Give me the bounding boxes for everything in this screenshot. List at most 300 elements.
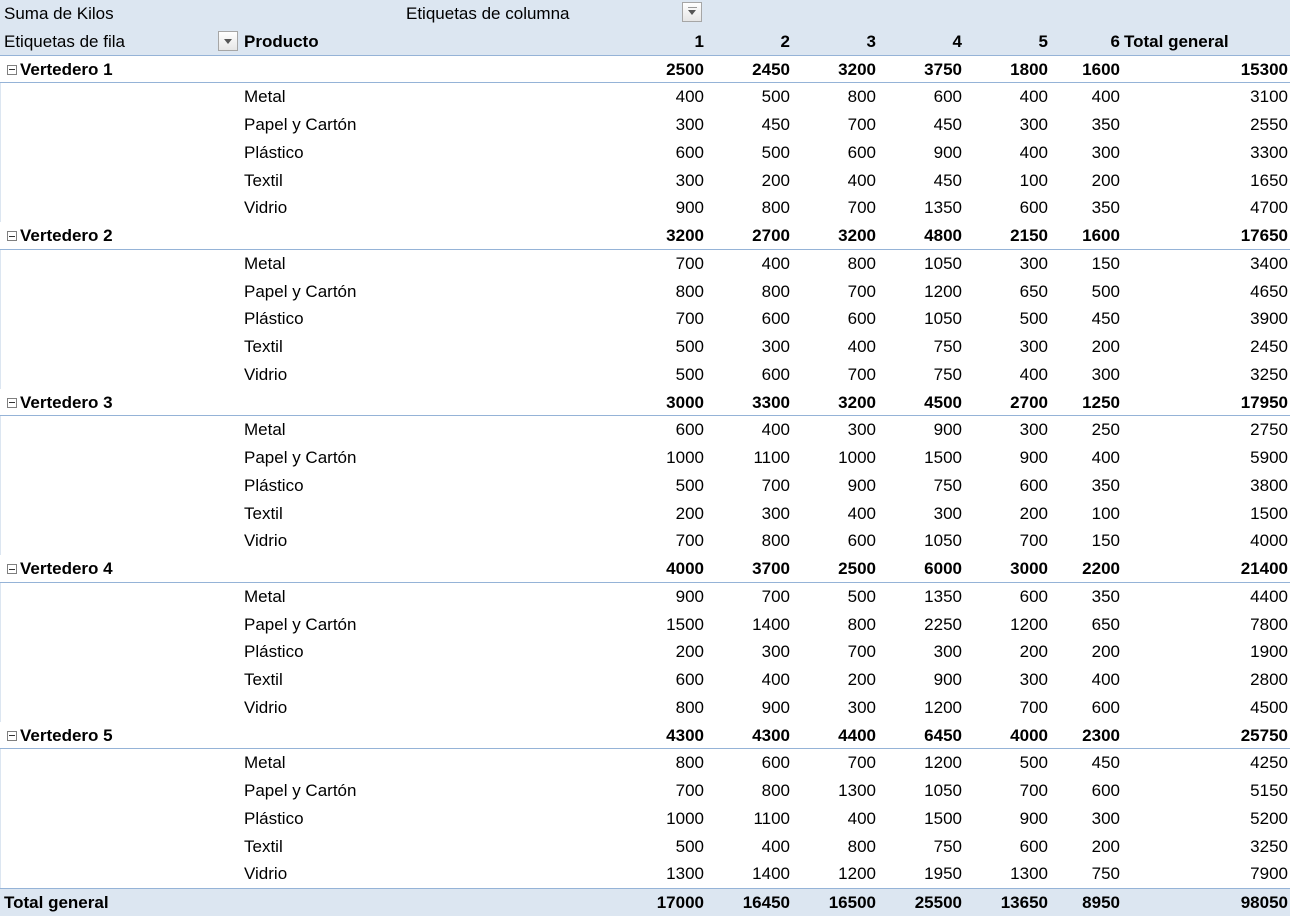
value-cell[interactable]: 400 [1019,87,1048,107]
table-row [0,666,1290,694]
product-cell[interactable]: Plástico [244,309,304,329]
value-cell[interactable]: 450 [933,115,962,134]
value-cell[interactable]: 1050 [924,531,962,551]
collapse-minus-icon[interactable] [7,231,17,241]
product-cell[interactable]: Textil [244,836,283,856]
group-subtotal-cell[interactable]: 2450 [752,59,790,79]
value-cell[interactable]: 300 [1019,670,1048,689]
row-filter-dropdown-icon[interactable] [218,31,238,51]
pivot-header-row-2 [0,28,1290,56]
row-total-cell[interactable]: 3400 [1250,253,1288,273]
value-cell[interactable]: 500 [1019,753,1048,773]
group-subtotal-cell[interactable]: 4800 [924,226,962,245]
value-cell[interactable]: 600 [847,531,876,551]
value-cell[interactable]: 900 [1019,808,1048,828]
value-cell[interactable]: 300 [847,420,876,440]
product-cell[interactable]: Vidrio [244,198,288,218]
row-total-cell[interactable]: 4000 [1250,531,1288,551]
value-cell[interactable]: 800 [847,836,876,856]
value-cell[interactable]: 450 [1091,309,1120,329]
group-subtotal-cell[interactable]: 6450 [924,725,962,745]
row-edge-divider [0,83,1,111]
row-total-cell[interactable]: 4650 [1250,281,1288,301]
grand-total-cell[interactable]: 25500 [914,893,962,912]
value-cell[interactable]: 900 [933,420,962,440]
sum-field-label[interactable]: Suma de Kilos [4,4,114,23]
value-cell[interactable]: 300 [761,642,790,662]
product-cell[interactable]: Plástico [244,808,304,828]
value-cell[interactable]: 450 [933,170,962,190]
grand-total-cell[interactable]: 17000 [656,893,704,912]
value-cell[interactable]: 700 [847,198,876,218]
collapse-minus-icon[interactable] [7,65,17,75]
value-cell[interactable]: 300 [675,170,704,190]
value-cell[interactable]: 650 [1019,281,1048,301]
value-cell[interactable]: 300 [761,503,790,523]
row-total-cell[interactable]: 3250 [1250,836,1288,856]
total-general-header[interactable]: Total general [1124,31,1229,51]
value-cell[interactable]: 300 [1019,420,1048,440]
value-cell[interactable]: 600 [847,142,876,162]
table-row [0,194,1290,222]
value-cell[interactable]: 300 [1019,337,1048,356]
group-label-cell[interactable] [7,555,113,582]
product-cell[interactable]: Metal [244,753,286,773]
value-cell[interactable]: 500 [675,475,704,495]
product-cell[interactable]: Metal [244,253,286,273]
value-cell[interactable]: 200 [847,670,876,689]
value-cell[interactable]: 300 [675,115,704,134]
product-cell[interactable]: Textil [244,670,283,689]
group-total-cell[interactable]: 21400 [1240,559,1288,578]
row-total-cell[interactable]: 2800 [1250,670,1288,689]
product-cell[interactable]: Vidrio [244,531,288,551]
value-cell[interactable]: 900 [1019,448,1048,467]
table-row [0,638,1290,666]
group-total-cell[interactable]: 17650 [1240,226,1288,245]
table-row [0,749,1290,777]
group-subtotal-cell[interactable]: 1600 [1082,226,1120,245]
value-cell[interactable]: 600 [1019,475,1048,495]
value-cell[interactable]: 200 [1091,337,1120,356]
group-subtotal-cell[interactable]: 4500 [924,392,962,412]
row-total-cell[interactable]: 5150 [1250,781,1288,800]
group-subtotal-cell[interactable]: 3000 [1010,559,1048,578]
value-cell[interactable]: 400 [1091,670,1120,689]
value-cell[interactable]: 1300 [1010,864,1048,884]
value-cell[interactable]: 1350 [924,198,962,218]
value-cell[interactable]: 1400 [752,614,790,634]
value-cell[interactable]: 600 [847,309,876,329]
column-header[interactable]: 4 [952,31,962,51]
pivot-body [0,56,1290,889]
value-cell[interactable]: 400 [847,337,876,356]
grand-total-cell[interactable]: 16500 [828,893,876,912]
value-cell[interactable]: 700 [847,281,876,301]
group-total-cell[interactable]: 25750 [1240,725,1288,745]
value-cell[interactable]: 800 [847,614,876,634]
row-total-cell[interactable]: 7900 [1250,864,1288,884]
value-cell[interactable]: 1500 [924,808,962,828]
value-cell[interactable]: 600 [1019,198,1048,218]
value-cell[interactable]: 100 [1091,503,1120,523]
value-cell[interactable]: 650 [1091,614,1120,634]
value-cell[interactable]: 500 [761,87,790,107]
row-total-cell[interactable]: 2450 [1250,337,1288,356]
value-cell[interactable]: 400 [847,503,876,523]
column-labels-title[interactable]: Etiquetas de columna [406,4,570,23]
row-total-cell[interactable]: 5200 [1250,808,1288,828]
column-header[interactable]: 2 [780,31,790,51]
value-cell[interactable]: 750 [933,337,962,356]
value-cell[interactable]: 1200 [1010,614,1048,634]
value-cell[interactable]: 1500 [924,448,962,467]
row-total-cell[interactable]: 4700 [1250,198,1288,218]
group-subtotal-cell[interactable]: 2200 [1082,559,1120,578]
group-total-cell[interactable]: 15300 [1240,59,1288,79]
product-cell[interactable]: Papel y Cartón [244,115,357,134]
value-cell[interactable]: 900 [847,475,876,495]
value-cell[interactable]: 800 [761,781,790,800]
product-cell[interactable]: Plástico [244,475,304,495]
value-cell[interactable]: 350 [1091,115,1120,134]
group-subtotal-cell[interactable]: 2500 [666,59,704,79]
row-total-cell[interactable]: 4500 [1250,697,1288,717]
value-cell[interactable]: 200 [761,170,790,190]
value-cell[interactable]: 300 [847,697,876,717]
table-row [0,860,1290,888]
grand-total-cell[interactable]: 16450 [742,893,790,912]
product-cell[interactable]: Vidrio [244,697,288,717]
grand-total-overall[interactable]: 98050 [1240,893,1288,912]
group-subtotal-cell[interactable]: 3300 [752,392,790,412]
product-cell[interactable]: Plástico [244,642,304,662]
value-cell[interactable]: 700 [847,753,876,773]
product-cell[interactable]: Textil [244,337,283,356]
group-subtotal-cell[interactable]: 3200 [838,392,876,412]
value-cell[interactable]: 600 [761,309,790,329]
value-cell[interactable]: 1050 [924,309,962,329]
value-cell[interactable]: 200 [675,642,704,662]
value-cell[interactable]: 750 [933,836,962,856]
value-cell[interactable]: 400 [761,253,790,273]
value-cell[interactable]: 500 [675,337,704,356]
row-edge-divider [0,194,1,222]
value-cell[interactable]: 400 [1019,142,1048,162]
collapse-minus-icon[interactable] [7,731,17,741]
value-cell[interactable]: 300 [933,642,962,662]
value-cell[interactable]: 700 [761,475,790,495]
value-cell[interactable]: 450 [1091,753,1120,773]
table-row [0,777,1290,805]
table-row [0,583,1290,611]
group-subtotal-cell[interactable]: 4300 [752,725,790,745]
table-row [0,444,1290,472]
value-cell[interactable]: 800 [847,253,876,273]
group-label-cell[interactable] [7,389,113,416]
value-cell[interactable]: 700 [675,781,704,800]
row-edge-divider [0,361,1,389]
row-edge-divider [0,666,1,694]
group-subtotal-cell[interactable]: 3200 [838,226,876,245]
row-total-cell[interactable]: 5900 [1250,448,1288,467]
value-cell[interactable]: 400 [847,808,876,828]
product-cell[interactable]: Papel y Cartón [244,781,357,800]
grand-total-cell[interactable]: 13650 [1000,893,1048,912]
value-cell[interactable]: 1400 [752,864,790,884]
product-cell[interactable]: Papel y Cartón [244,448,357,467]
row-edge-divider [0,305,1,333]
value-cell[interactable]: 700 [1019,697,1048,717]
value-cell[interactable]: 150 [1091,253,1120,273]
group-subtotal-cell[interactable]: 4000 [666,559,704,578]
group-subtotal-cell[interactable]: 4300 [666,725,704,745]
product-cell[interactable]: Metal [244,420,286,440]
value-cell[interactable]: 800 [675,281,704,301]
value-cell[interactable]: 800 [675,753,704,773]
collapse-minus-icon[interactable] [7,564,17,574]
row-edge-divider [0,583,1,611]
value-cell[interactable]: 750 [933,364,962,384]
value-cell[interactable]: 200 [1091,170,1120,190]
value-cell[interactable]: 300 [1091,808,1120,828]
value-cell[interactable]: 150 [1091,531,1120,551]
product-cell[interactable]: Papel y Cartón [244,281,357,301]
value-cell[interactable]: 700 [675,253,704,273]
group-subtotal-cell[interactable]: 2300 [1082,725,1120,745]
group-total-cell[interactable]: 17950 [1240,392,1288,412]
value-cell[interactable]: 600 [761,364,790,384]
row-total-cell[interactable]: 2550 [1250,115,1288,134]
value-cell[interactable]: 1300 [666,864,704,884]
row-edge-divider [0,611,1,639]
value-cell[interactable]: 200 [675,503,704,523]
value-cell[interactable]: 700 [761,586,790,606]
value-cell[interactable]: 400 [1091,87,1120,107]
value-cell[interactable]: 800 [847,87,876,107]
value-cell[interactable]: 700 [1019,781,1048,800]
value-cell[interactable]: 1000 [838,448,876,467]
row-total-cell[interactable]: 4250 [1250,753,1288,773]
value-cell[interactable]: 700 [675,309,704,329]
group-subtotal-cell[interactable]: 3200 [666,226,704,245]
row-total-cell[interactable]: 4400 [1250,586,1288,606]
collapse-minus-icon[interactable] [7,398,17,408]
value-cell[interactable]: 600 [1019,836,1048,856]
value-cell[interactable]: 1300 [838,781,876,800]
product-cell[interactable]: Vidrio [244,364,288,384]
grand-total-row [0,888,1290,916]
value-cell[interactable]: 750 [1091,864,1120,884]
grand-total-cell[interactable]: 8950 [1082,893,1120,912]
row-edge-divider [0,444,1,472]
row-total-cell[interactable]: 1650 [1250,170,1288,190]
group-subtotal-cell[interactable]: 2700 [752,226,790,245]
value-cell[interactable]: 800 [761,531,790,551]
group-subtotal-cell[interactable]: 3700 [752,559,790,578]
group-subtotal-cell[interactable]: 1600 [1082,59,1120,79]
column-header[interactable]: 6 [1110,31,1120,51]
value-cell[interactable]: 200 [1091,836,1120,856]
row-edge-divider [0,416,1,444]
value-cell[interactable]: 1200 [838,864,876,884]
value-cell[interactable]: 200 [1091,642,1120,662]
value-cell[interactable]: 900 [933,142,962,162]
value-cell[interactable]: 1000 [666,808,704,828]
group-row [0,722,1290,750]
group-label-cell[interactable] [7,722,113,749]
value-cell[interactable]: 400 [761,670,790,689]
value-cell[interactable]: 500 [761,142,790,162]
value-cell[interactable]: 700 [1019,531,1048,551]
value-cell[interactable]: 1050 [924,781,962,800]
product-header[interactable]: Producto [244,31,319,51]
value-cell[interactable]: 600 [675,142,704,162]
product-cell[interactable]: Metal [244,87,286,107]
value-cell[interactable]: 600 [1091,781,1120,800]
group-subtotal-cell[interactable]: 1800 [1010,59,1048,79]
row-total-cell[interactable]: 1500 [1250,503,1288,523]
row-total-cell[interactable]: 3900 [1250,309,1288,329]
value-cell[interactable]: 500 [675,836,704,856]
value-cell[interactable]: 300 [933,503,962,523]
row-edge-divider [0,500,1,528]
value-cell[interactable]: 900 [675,198,704,218]
value-cell[interactable]: 1200 [924,753,962,773]
value-cell[interactable]: 800 [675,697,704,717]
value-cell[interactable]: 350 [1091,586,1120,606]
value-cell[interactable]: 500 [675,364,704,384]
group-subtotal-cell[interactable]: 3200 [838,59,876,79]
row-total-cell[interactable]: 3100 [1250,87,1288,107]
value-cell[interactable]: 600 [1019,586,1048,606]
value-cell[interactable]: 300 [1019,115,1048,134]
group-subtotal-cell[interactable]: 2500 [838,559,876,578]
row-edge-divider [0,167,1,195]
column-header[interactable]: 5 [1038,31,1048,51]
value-cell[interactable]: 900 [761,697,790,717]
value-cell[interactable]: 1500 [666,614,704,634]
value-cell[interactable]: 600 [675,670,704,689]
column-header[interactable]: 3 [866,31,876,51]
value-cell[interactable]: 700 [847,642,876,662]
value-cell[interactable]: 800 [761,198,790,218]
row-labels-title[interactable]: Etiquetas de fila [4,31,125,51]
group-subtotal-cell[interactable]: 2150 [1010,226,1048,245]
value-cell[interactable]: 700 [847,364,876,384]
value-cell[interactable]: 700 [847,115,876,134]
product-cell[interactable]: Metal [244,586,286,606]
value-cell[interactable]: 450 [761,115,790,134]
group-label-cell[interactable] [7,222,113,249]
value-cell[interactable]: 250 [1091,420,1120,440]
value-cell[interactable]: 1100 [753,808,790,828]
group-subtotal-cell[interactable]: 3750 [924,59,962,79]
row-edge-divider [0,694,1,722]
value-cell[interactable]: 100 [1019,170,1048,190]
product-cell[interactable]: Textil [244,170,283,190]
value-cell[interactable]: 600 [1091,697,1120,717]
table-row [0,833,1290,861]
row-total-cell[interactable]: 3250 [1250,364,1288,384]
value-cell[interactable]: 500 [1019,309,1048,329]
value-cell[interactable]: 600 [675,420,704,440]
group-subtotal-cell[interactable]: 4000 [1010,725,1048,745]
value-cell[interactable]: 200 [1019,642,1048,662]
value-cell[interactable]: 900 [933,670,962,689]
group-subtotal-cell[interactable]: 2700 [1010,392,1048,412]
value-cell[interactable]: 400 [761,836,790,856]
product-cell[interactable]: Textil [244,503,283,523]
row-total-cell[interactable]: 2750 [1250,420,1288,440]
value-cell[interactable]: 1050 [924,253,962,273]
row-edge-divider [0,833,1,861]
value-cell[interactable]: 400 [1091,448,1120,467]
value-cell[interactable]: 350 [1091,475,1120,495]
value-cell[interactable]: 350 [1091,198,1120,218]
grand-total-label[interactable]: Total general [4,893,109,912]
value-cell[interactable]: 400 [1019,364,1048,384]
value-cell[interactable]: 200 [1019,503,1048,523]
value-cell[interactable]: 1100 [753,448,790,467]
product-cell[interactable]: Vidrio [244,864,288,884]
table-row [0,527,1290,555]
value-cell[interactable]: 800 [761,281,790,301]
group-subtotal-cell[interactable]: 1250 [1082,392,1120,412]
group-subtotal-cell[interactable]: 3000 [666,392,704,412]
row-total-cell[interactable]: 3800 [1250,475,1288,495]
product-cell[interactable]: Papel y Cartón [244,614,357,634]
row-total-cell[interactable]: 7800 [1250,614,1288,634]
column-filter-dropdown-icon[interactable] [682,2,702,22]
value-cell[interactable]: 300 [1091,142,1120,162]
value-cell[interactable]: 1200 [924,281,962,301]
row-edge-divider [0,111,1,139]
value-cell[interactable]: 1950 [924,864,962,884]
group-label-cell[interactable] [7,56,113,83]
group-row [0,222,1290,250]
value-cell[interactable]: 1000 [666,448,704,467]
group-name: Vertedero 1 [20,59,113,79]
table-row [0,361,1290,389]
value-cell[interactable]: 750 [933,475,962,495]
value-cell[interactable]: 300 [1091,364,1120,384]
row-total-cell[interactable]: 1900 [1250,642,1288,662]
table-row [0,472,1290,500]
value-cell[interactable]: 900 [675,586,704,606]
value-cell[interactable]: 400 [847,170,876,190]
value-cell[interactable]: 1200 [924,697,962,717]
table-row [0,111,1290,139]
value-cell[interactable]: 300 [761,337,790,356]
group-subtotal-cell[interactable]: 6000 [924,559,962,578]
value-cell[interactable]: 2250 [924,614,962,634]
value-cell[interactable]: 400 [761,420,790,440]
row-edge-divider [0,250,1,278]
value-cell[interactable]: 400 [675,87,704,107]
value-cell[interactable]: 700 [675,531,704,551]
row-total-cell[interactable]: 3300 [1250,142,1288,162]
value-cell[interactable]: 600 [761,753,790,773]
column-header[interactable]: 1 [694,31,704,51]
value-cell[interactable]: 600 [933,87,962,107]
value-cell[interactable]: 500 [1091,281,1120,301]
value-cell[interactable]: 1350 [924,586,962,606]
value-cell[interactable]: 500 [847,586,876,606]
product-cell[interactable]: Plástico [244,142,304,162]
value-cell[interactable]: 300 [1019,253,1048,273]
group-subtotal-cell[interactable]: 4400 [838,725,876,745]
